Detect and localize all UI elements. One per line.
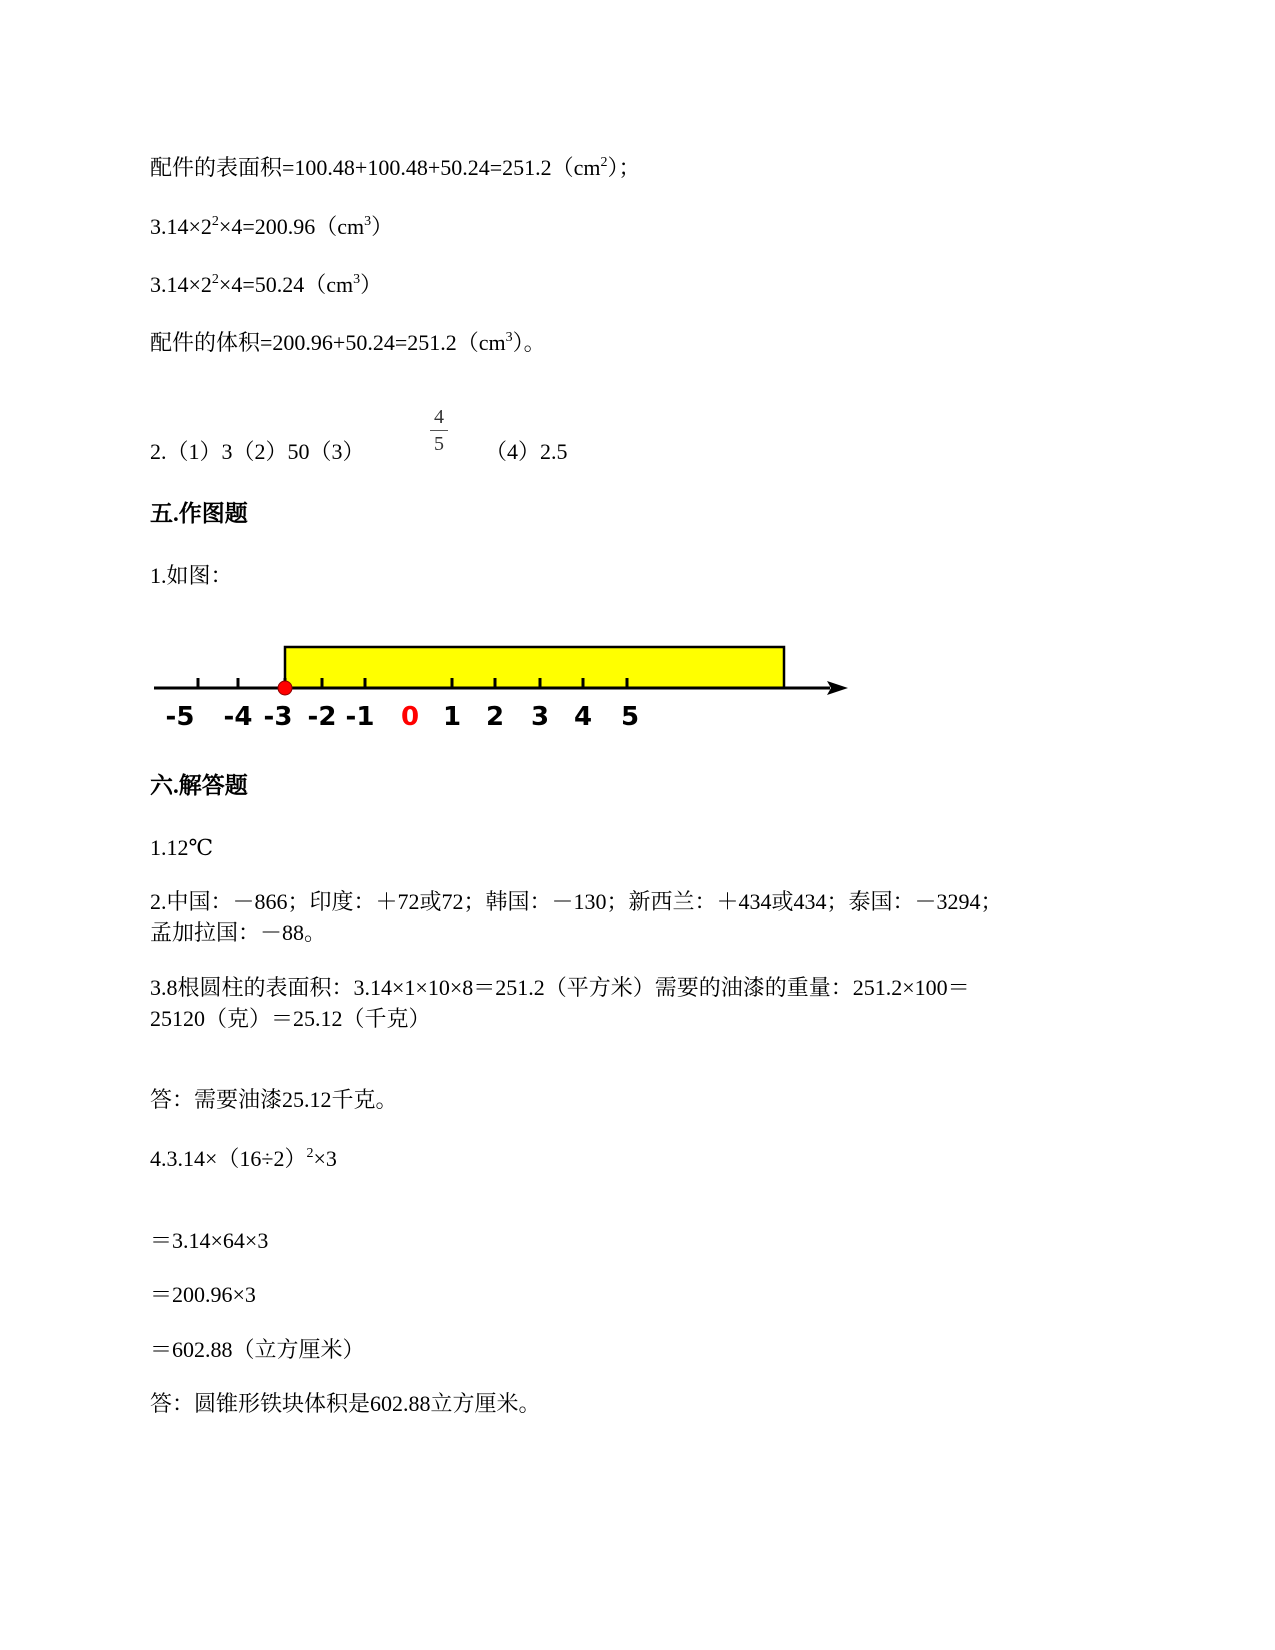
answer-2-line-1: 2.中国：－866；印度：＋72或72；韩国：－130；新西兰：＋434或434；泰国：－3294； xyxy=(150,889,1003,914)
text: ）。 xyxy=(512,330,546,355)
tick-label: -2 xyxy=(307,702,337,730)
superscript: 2 xyxy=(211,214,219,229)
text: 3.14×2 xyxy=(150,272,212,297)
tick-labels-group xyxy=(166,702,639,730)
text: 4.3.14×（16÷2） xyxy=(150,1146,307,1171)
tick-label: -5 xyxy=(165,702,195,730)
highlight-rect xyxy=(285,647,784,688)
text: 3.14×2 xyxy=(150,214,212,239)
number-line-figure xyxy=(150,640,850,735)
answer-3-line-2: 25120（克）＝25.12（千克） xyxy=(150,1006,431,1031)
tick-label: -1 xyxy=(345,702,375,730)
tick-label: 2 xyxy=(485,702,505,730)
answer-4-line-3: ＝200.96×3 xyxy=(150,1282,256,1307)
surface-area-line xyxy=(150,154,641,182)
fraction-bar xyxy=(430,430,448,431)
number-line-svg xyxy=(150,640,850,730)
answer-2-line-a xyxy=(150,438,365,466)
tick-label: -3 xyxy=(263,702,293,730)
answer-2-line-2: 孟加拉国：－88。 xyxy=(150,920,327,945)
superscript: 3 xyxy=(353,272,361,287)
text: ） xyxy=(360,272,383,297)
volume-calc-line-1 xyxy=(150,213,393,241)
text: （4）2.5 xyxy=(485,439,568,464)
figure-caption: 1.如图： xyxy=(150,563,233,588)
total-volume-line xyxy=(150,329,546,357)
fraction-numerator: 4 xyxy=(434,406,444,428)
superscript: 3 xyxy=(364,214,372,229)
superscript: 2 xyxy=(306,1146,314,1161)
section-five-title: 五.作图题 xyxy=(150,501,248,526)
axis-arrow xyxy=(827,681,848,695)
answer-4-line-1 xyxy=(150,1145,337,1173)
text: ） xyxy=(371,214,394,239)
fraction-denominator: 5 xyxy=(434,433,444,455)
answer-4-conclusion: 答：圆锥形铁块体积是602.88立方厘米。 xyxy=(150,1391,541,1416)
answer-1: 1.12℃ xyxy=(150,835,214,860)
volume-calc-line-2 xyxy=(150,271,382,299)
answer-4-line-4: ＝602.88（立方厘米） xyxy=(150,1337,365,1362)
fraction xyxy=(428,406,450,455)
text: ×3 xyxy=(313,1146,337,1171)
text: ×4=50.24（cm xyxy=(218,272,354,297)
tick-label: 5 xyxy=(620,702,640,730)
text: 配件的体积=200.96+50.24=251.2（cm xyxy=(150,330,506,355)
section-six-title: 六.解答题 xyxy=(150,773,248,798)
superscript: 2 xyxy=(600,155,608,170)
start-point xyxy=(278,681,292,695)
text: ）； xyxy=(607,155,641,180)
tick-label: 4 xyxy=(573,702,593,730)
text: ×4=200.96（cm xyxy=(218,214,365,239)
tick-label: 0 xyxy=(400,702,420,730)
answer-3-line-1: 3.8根圆柱的表面积：3.14×1×10×8＝251.2（平方米）需要的油漆的重量：251.2×100＝ xyxy=(150,975,970,1000)
tick-label: 3 xyxy=(530,702,550,730)
text: 2.（1）3（2）50（3） xyxy=(150,439,365,464)
superscript: 3 xyxy=(505,330,513,345)
answer-3-conclusion: 答：需要油漆25.12千克。 xyxy=(150,1087,398,1112)
superscript: 2 xyxy=(211,272,219,287)
tick-label: 1 xyxy=(442,702,462,730)
answer-2-line-b xyxy=(485,438,568,466)
text: 配件的表面积=100.48+100.48+50.24=251.2（cm xyxy=(150,155,601,180)
answer-4-line-2: ＝3.14×64×3 xyxy=(150,1228,269,1253)
tick-label: -4 xyxy=(223,702,253,730)
